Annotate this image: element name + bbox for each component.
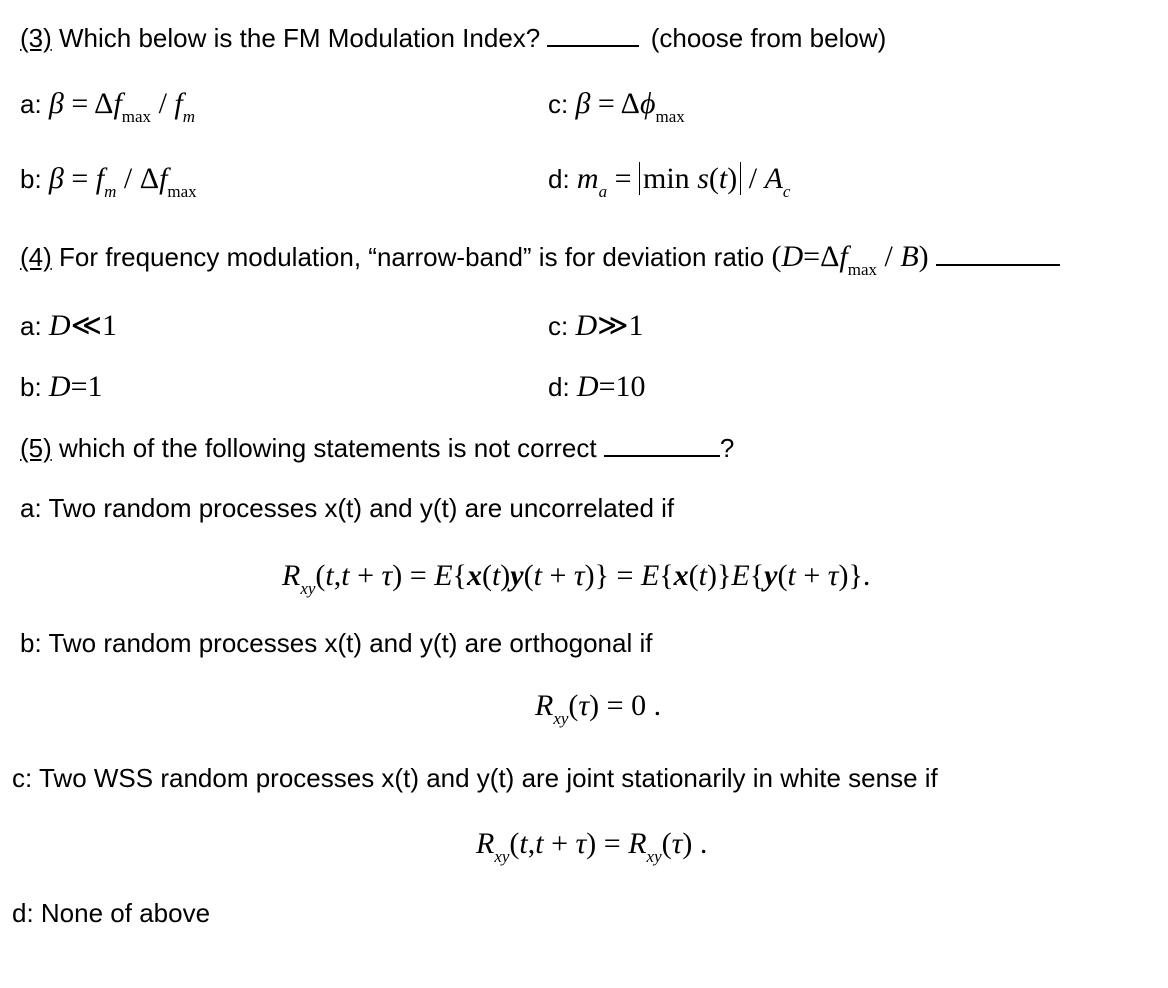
q3-line <box>20 22 886 54</box>
q5-line <box>20 432 734 464</box>
q4-option-d-formula: D=10 <box>576 370 646 403</box>
q3-option-b[interactable] <box>20 163 197 199</box>
q5-option-c-text[interactable]: c: Two WSS random processes x(t) and y(t) are joint stationarily in white sense if <box>12 763 938 793</box>
q4-option-a-label: a: <box>20 311 42 341</box>
q3-option-d-label: d: <box>548 164 570 194</box>
q5-number: (5) <box>20 433 52 463</box>
q3-option-a[interactable] <box>20 88 195 124</box>
q4-option-b-formula: D=1 <box>48 370 103 403</box>
q5-option-a-equation: $R_{xy}(t,t + \tau) = E\{x(t)y(t + \tau)\} = E\{x(t)\}E\{y(t + \tau)\}$. <box>282 559 871 598</box>
q4-option-d[interactable] <box>548 371 646 403</box>
q4-option-d-label: d: <box>548 372 570 402</box>
q5-option-b-equation: $R_{xy}(\tau) = 0$ . <box>535 689 662 728</box>
q3-answer-blank[interactable] <box>547 23 639 47</box>
q3-number: (3) <box>20 23 52 53</box>
q4-option-b-label: b: <box>20 372 42 402</box>
q3-option-b-label: b: <box>20 164 42 194</box>
q4-text: For frequency modulation, “narrow-band” is for deviation ratio <box>59 242 765 272</box>
q3-option-c-formula: $\beta = \Delta\phi_{max}$ <box>575 87 685 126</box>
q5-option-d-text[interactable]: d: None of above <box>12 898 211 928</box>
q4-deviation-ratio-formula: $(D=\Delta f_{max} / B)$ <box>771 240 929 279</box>
q3-option-a-label: a: <box>20 89 42 119</box>
q5-answer-blank[interactable] <box>604 433 720 457</box>
q4-number: (4) <box>20 242 52 272</box>
q5-question-mark: ? <box>719 433 735 463</box>
q4-option-a-formula: D≪1 <box>48 309 117 342</box>
q4-option-c-formula: D≫1 <box>575 309 644 342</box>
q4-option-a[interactable] <box>20 310 117 342</box>
q4-option-b[interactable] <box>20 371 103 403</box>
q3-option-d[interactable] <box>548 163 790 199</box>
q4-answer-blank[interactable] <box>936 242 1060 266</box>
q5-text: which of the following statements is not correct <box>59 433 597 463</box>
q5-option-b-text[interactable]: b: Two random processes x(t) and y(t) are orthogonal if <box>20 628 653 658</box>
q3-option-d-formula: $m_a = \min s(t) / A_c$ <box>576 162 791 201</box>
q5-option-a-text[interactable]: a: Two random processes x(t) and y(t) are uncorrelated if <box>20 493 675 523</box>
q4-option-c[interactable] <box>548 310 644 342</box>
q4-line <box>20 241 1060 277</box>
q4-option-c-label: c: <box>548 311 569 341</box>
q3-text: Which below is the FM Modulation Index? <box>59 23 541 53</box>
q3-option-c[interactable] <box>548 88 685 124</box>
q3-suffix: (choose from below) <box>650 23 887 53</box>
q5-option-c-equation: $R_{xy}(t,t + \tau) = R_{xy}(\tau)$ . <box>476 827 708 866</box>
q3-option-c-label: c: <box>548 89 569 119</box>
q3-option-b-formula: $\beta = f_m / \Delta f_{max}$ <box>48 162 197 201</box>
q3-option-a-formula: $\beta = \Delta f_{max} / f_m$ <box>48 87 196 126</box>
